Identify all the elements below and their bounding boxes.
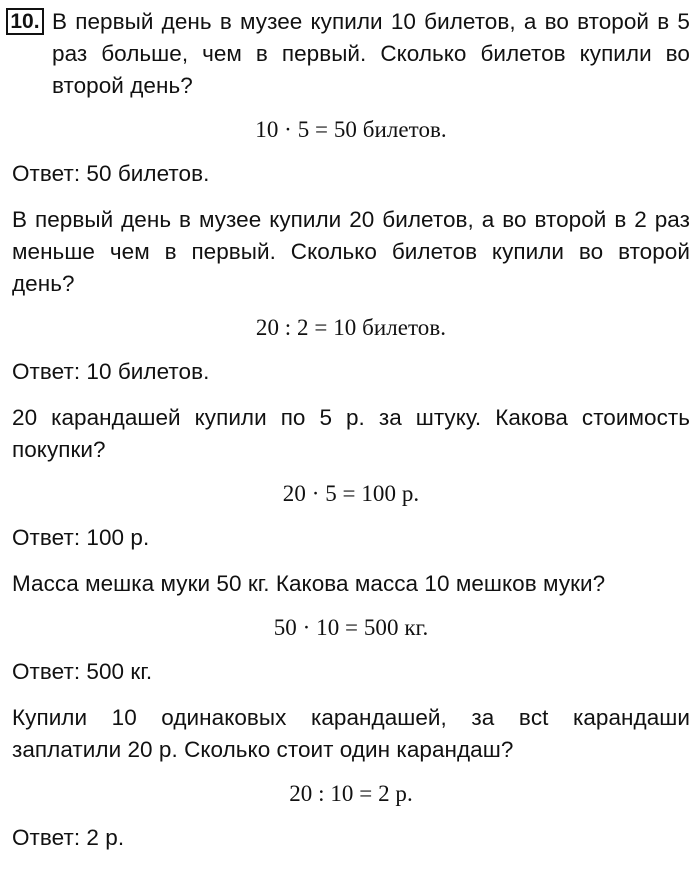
answer-4: Ответ: 500 кг. <box>12 659 153 684</box>
problem-text-3: 20 карандашей купили по 5 р. за штуку. Какова стоимость покупки? <box>12 405 690 462</box>
equation-1: 10 · 5 = 50 билетов. <box>255 117 447 142</box>
problem-block-5 <box>12 702 690 854</box>
equation-5: 20 : 10 = 2 р. <box>289 781 413 806</box>
problem-text-5: Купили 10 одинаковых карандашей, за вct карандаши заплатили 20 р. Сколько стоит один карандаш? <box>12 705 690 762</box>
problem-block-3 <box>12 402 690 554</box>
equation-3: 20 · 5 = 100 р. <box>282 481 420 506</box>
problem-block-4 <box>12 568 690 688</box>
problem-block-1 <box>12 6 690 190</box>
answer-3: Ответ: 100 р. <box>12 525 150 550</box>
equation-2: 20 : 2 = 10 билетов. <box>255 315 447 340</box>
problem-text-1: В первый день в музее купили 10 билетов, а во второй в 5 раз больше, чем в первый. Сколько билетов купили во второй день? <box>52 9 690 98</box>
task-number-box: 10. <box>6 8 44 35</box>
problem-text-2: В первый день в музее купили 20 билетов, а во второй в 2 раз меньше чем в первый. Сколько билетов купили во второй день? <box>12 207 690 296</box>
problem-text-4: Масса мешка муки 50 кг. Какова масса 10 мешков муки? <box>12 571 606 596</box>
answer-1: Ответ: 50 билетов. <box>12 161 210 186</box>
equation-4: 50 · 10 = 500 кг. <box>273 615 429 640</box>
problem-block-2 <box>12 204 690 388</box>
answer-5: Ответ: 2 р. <box>12 825 125 850</box>
answer-2: Ответ: 10 билетов. <box>12 359 210 384</box>
